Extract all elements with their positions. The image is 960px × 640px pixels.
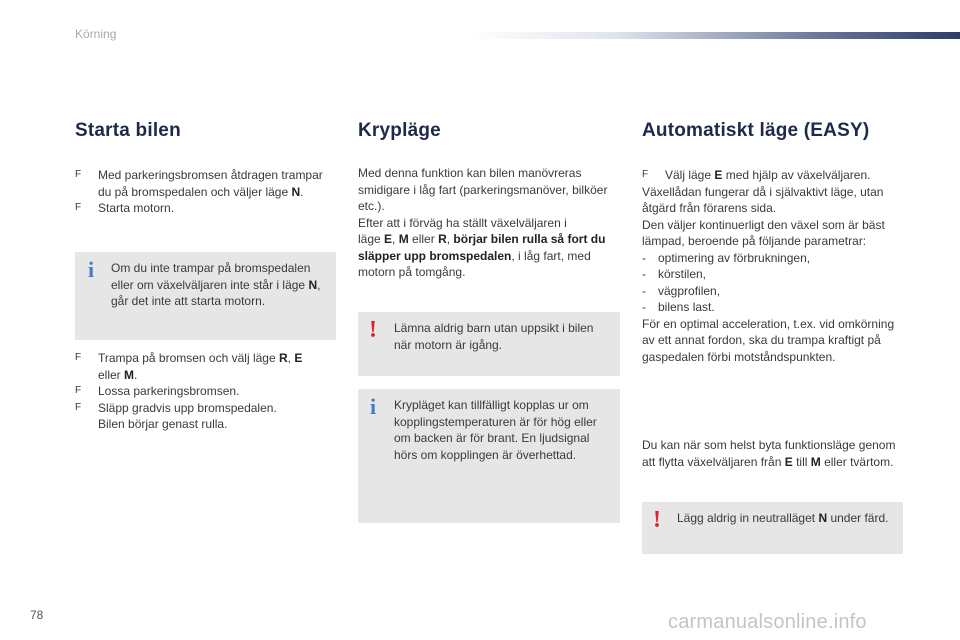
info-icon: i (370, 394, 377, 419)
list-item: F Med parkeringsbromsen åtdragen trampar du på bromspedalen och väljer läge N. (75, 168, 323, 199)
warning-note-children (358, 312, 620, 376)
watermark: carmanualsonline.info (668, 611, 867, 633)
bullet-icon: F (75, 401, 82, 413)
header-gradient-bar (470, 32, 960, 39)
warning-icon: ! (369, 317, 377, 343)
list-item: F Välj läge E med hjälp av växelväljaren. (642, 168, 871, 182)
info-note-text: Om du inte trampar på bromspedalen eller om växelväljaren inte står i läge N, går det inte att starta motorn. (111, 261, 321, 308)
section-label: Körning (75, 27, 117, 41)
list-item: - körstilen, (642, 267, 707, 281)
dash-marker: - (642, 300, 646, 314)
warning-note-neutral (642, 502, 903, 554)
bullet-icon: F (75, 352, 82, 363)
easy-mode-text (642, 167, 906, 365)
page-number: 78 (30, 608, 44, 622)
info-icon: i (88, 257, 95, 282)
section-title-starta-bilen: Starta bilen (75, 120, 181, 141)
start-steps-list (75, 167, 340, 217)
dash-marker: - (642, 250, 646, 265)
info-note-text: Krypläget kan tillfälligt kopplas ur om kopplingstemperaturen är för hög eller om backen är för brant. En ljudsignal hörs om kopplingen är överhettad. (394, 398, 597, 462)
dash-marker: - (642, 283, 646, 298)
list-item: F Släpp gradvis upp bromspedalen. Bilen börjar genast rulla. (75, 400, 277, 431)
warning-note-text: Lämna aldrig barn utan uppsikt i bilen när motorn är igång. (394, 321, 594, 352)
bullet-icon: F (75, 169, 82, 180)
bullet-icon: F (642, 169, 649, 180)
bullet-icon: F (75, 385, 82, 396)
section-title-kryplage: Krypläge (358, 120, 441, 141)
warning-icon: ! (653, 507, 661, 533)
kryplage-paragraph: Med denna funktion kan bilen manövreras smidigare i låg fart (parkeringsmanöver, bilköer etc.). Efter att i förväg ha ställt växelväljaren i läge E, M eller R, börjar bilen rulla så fort du släpper upp bromspedalen, i låg fart, med motorn på tomgång. (358, 166, 608, 279)
paragraph: För en optimal acceleration, t.ex. vid omkörning av ett annat fordon, ska du trampa kraftigt på gaspedalen förbi motståndspunkten. (642, 316, 895, 364)
info-note-kryplage (358, 389, 620, 523)
paragraph: Växellådan fungerar då i självaktivt läge, utan åtgärd från förarens sida. Den väljer kontinuerligt den växel som är bäst lämpad, beroende på följande parametrar: (642, 184, 885, 248)
list-item: - bilens last. (642, 300, 715, 314)
bullet-icon: F (75, 202, 82, 213)
info-note-start (75, 252, 336, 340)
list-item: F Trampa på bromsen och välj läge R, E eller M. (75, 351, 303, 382)
list-item: - vägprofilen, (642, 283, 721, 298)
section-title-automatiskt-lage: Automatiskt läge (EASY) (642, 120, 870, 141)
mode-switch-paragraph: Du kan när som helst byta funktionsläge genom att flytta växelväljaren från E till M eller tvärtom. (642, 438, 896, 469)
list-item: F Lossa parkeringsbromsen. (75, 384, 240, 398)
release-steps-list (75, 350, 340, 433)
dash-marker: - (642, 267, 646, 281)
list-item: - optimering av förbrukningen, (642, 250, 811, 265)
warning-note-text: Lägg aldrig in neutralläget N under färd. (677, 511, 889, 525)
list-item: F Starta motorn. (75, 201, 175, 215)
